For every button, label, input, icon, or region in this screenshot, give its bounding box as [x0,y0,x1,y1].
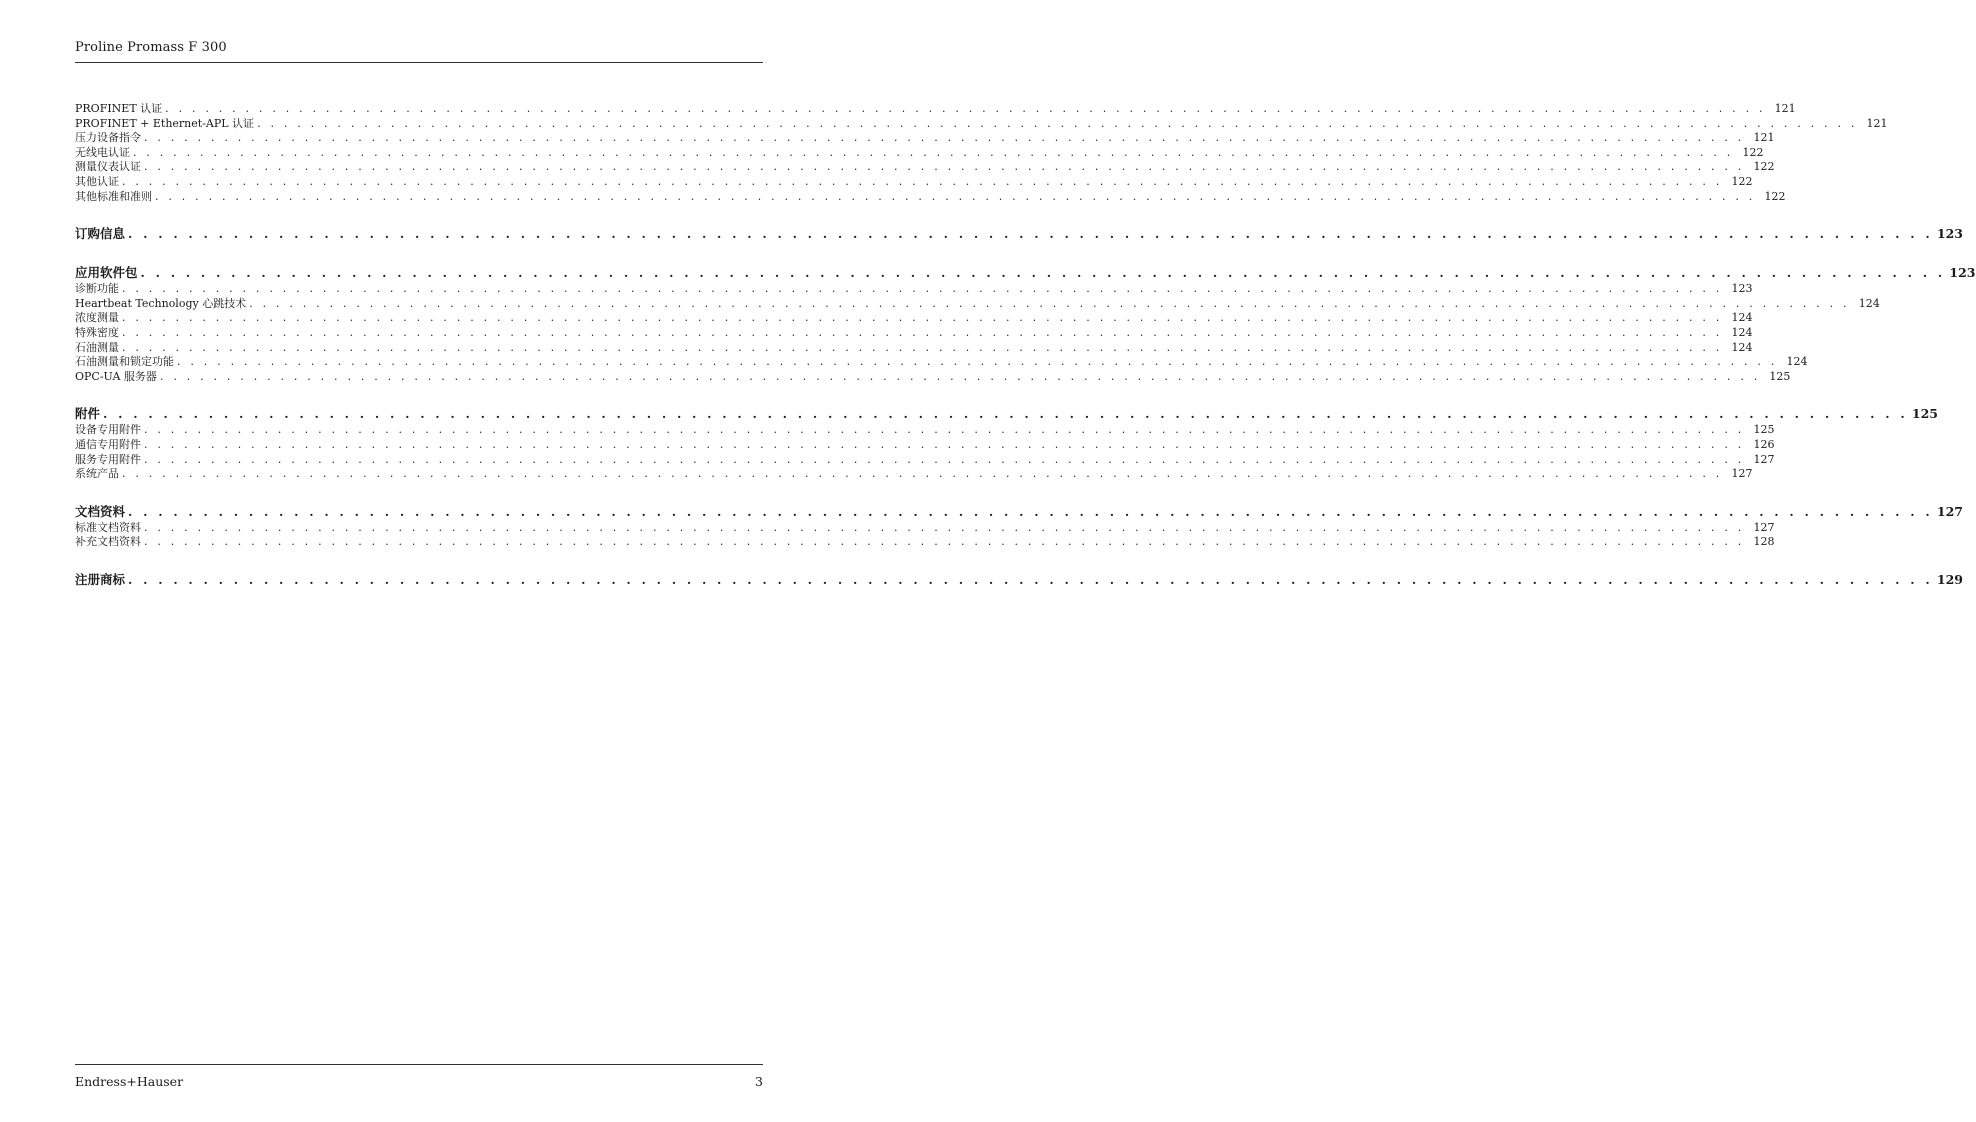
toc-entry[interactable] [75,437,1775,453]
toc-dot-leader: . . . . . . . . . . . . . . . . . . . . . . . . . . . . . . . . . . . . . . . . . . . . . . . . . . . . . . . . . . . . . . . . . . . . . . . . . . . . . . . . . . . . . . . . . . . . . . . . . . . . . . . . . . . . . . . . . . . . . . . . [165,102,1766,115]
toc-heading-entry[interactable] [75,225,1963,243]
toc-entry-page-number: 123 [1949,265,1976,281]
footer-page-number: 3 [755,1074,763,1089]
toc-entry[interactable] [75,116,1888,132]
toc-dot-leader: . . . . . . . . . . . . . . . . . . . . . . . . . . . . . . . . . . . . . . . . . . . . . . . . . . . . . . . . . . . . . . . . . . . . . . . . . . . . . . . . . . . . . . . . . . . . . . . . . . . . . . . . . . . . . . . . . . . . . . . . [128,503,1933,519]
toc-entry[interactable] [75,340,1753,356]
toc-dot-leader: . . . . . . . . . . . . . . . . . . . . . . . . . . . . . . . . . . . . . . . . . . . . . . . . . . . . . . . . . . . . . . . . . . . . . . . . . . . . . . . . . . . . . . . . . . . . . . . . . . . . . . . . . . . . . . . . . . . . . . . . [122,325,1723,339]
toc-entry[interactable] [75,467,1753,482]
document-header-title: Proline Promass F 300 [75,40,227,55]
toc-entry-page-number: 127 [1731,467,1753,481]
toc-heading-entry[interactable] [75,571,1963,589]
toc-dot-leader: . . . . . . . . . . . . . . . . . . . . . . . . . . . . . . . . . . . . . . . . . . . . . . . . . . . . . . . . . . . . . . . . . . . . . . . . . . . . . . . . . . . . . . . . . . . . . . . . . . . . . . . . . . . . . . . . . . . . . . . . [122,174,1723,188]
toc-entry-page-number: 127 [1753,520,1775,534]
toc-dot-leader: . . . . . . . . . . . . . . . . . . . . . . . . . . . . . . . . . . . . . . . . . . . . . . . . . . . . . . . . . . . . . . . . . . . . . . . . . . . . . . . . . . . . . . . . . . . . . . . . . . . . . . . . . . . . . . . . . . . . . . . . [159,369,1761,383]
toc-entry-page-number: 122 [1742,145,1764,159]
toc-entry-label: 压力设备指令 [75,131,141,145]
toc-group [75,571,1963,589]
toc-entry-label: 测量仪表认证 [75,160,141,174]
toc-entry-page-number: 124 [1731,340,1753,354]
toc-group [75,225,1963,243]
toc-dot-leader: . . . . . . . . . . . . . . . . . . . . . . . . . . . . . . . . . . . . . . . . . . . . . . . . . . . . . . . . . . . . . . . . . . . . . . . . . . . . . . . . . . . . . . . . . . . . . . . . . . . . . . . . . . . . . . . . . . . . . . . . [128,226,1933,242]
toc-entry[interactable] [75,102,1796,117]
toc-entry-label: 标准文档资料 [75,520,141,534]
toc-entry-page-number: 124 [1786,355,1808,369]
toc-entry-page-number: 125 [1769,369,1791,383]
toc-dot-leader: . . . . . . . . . . . . . . . . . . . . . . . . . . . . . . . . . . . . . . . . . . . . . . . . . . . . . . . . . . . . . . . . . . . . . . . . . . . . . . . . . . . . . . . . . . . . . . . . . . . . . . . . . . . . . . . . . . . . . . . . [155,189,1756,203]
toc-dot-leader: . . . . . . . . . . . . . . . . . . . . . . . . . . . . . . . . . . . . . . . . . . . . . . . . . . . . . . . . . . . . . . . . . . . . . . . . . . . . . . . . . . . . . . . . . . . . . . . . . . . . . . . . . . . . . . . . . . . . . . . . [144,520,1745,534]
toc-entry-label: 注册商标 [75,571,126,587]
toc-entry-page-number: 129 [1936,571,1963,587]
toc-entry-label: 通信专用附件 [75,437,141,451]
toc-group [75,405,1938,481]
toc-dot-leader: . . . . . . . . . . . . . . . . . . . . . . . . . . . . . . . . . . . . . . . . . . . . . . . . . . . . . . . . . . . . . . . . . . . . . . . . . . . . . . . . . . . . . . . . . . . . . . . . . . . . . . . . . . . . . . . . . . . . . . . . [249,296,1850,310]
toc-entry-page-number: 127 [1936,503,1963,519]
toc-entry-page-number: 127 [1753,452,1775,466]
toc-entry[interactable] [75,174,1753,190]
toc-heading-entry[interactable] [75,405,1938,423]
toc-dot-leader: . . . . . . . . . . . . . . . . . . . . . . . . . . . . . . . . . . . . . . . . . . . . . . . . . . . . . . . . . . . . . . . . . . . . . . . . . . . . . . . . . . . . . . . . . . . . . . . . . . . . . . . . . . . . . . . . . . . . . . . . [144,437,1745,451]
toc-entry-page-number: 123 [1936,226,1963,242]
toc-dot-leader: . . . . . . . . . . . . . . . . . . . . . . . . . . . . . . . . . . . . . . . . . . . . . . . . . . . . . . . . . . . . . . . . . . . . . . . . . . . . . . . . . . . . . . . . . . . . . . . . . . . . . . . . . . . . . . . . . . . . . . . . [133,145,1734,159]
toc-entry-label: 其他标准和准则 [75,189,152,203]
toc-entry[interactable] [75,355,1808,370]
toc-entry-page-number: 125 [1911,406,1938,422]
toc-entry-label: 系统产品 [75,467,119,481]
toc-entry-page-number: 124 [1731,311,1753,325]
toc-entry-page-number: 122 [1753,160,1775,174]
toc-dot-leader: . . . . . . . . . . . . . . . . . . . . . . . . . . . . . . . . . . . . . . . . . . . . . . . . . . . . . . . . . . . . . . . . . . . . . . . . . . . . . . . . . . . . . . . . . . . . . . . . . . . . . . . . . . . . . . . . . . . . . . . . [144,160,1745,174]
toc-entry-page-number: 124 [1731,325,1753,339]
toc-entry-page-number: 126 [1753,437,1775,451]
toc-entry-page-number: 122 [1731,174,1753,188]
toc-dot-leader: . . . . . . . . . . . . . . . . . . . . . . . . . . . . . . . . . . . . . . . . . . . . . . . . . . . . . . . . . . . . . . . . . . . . . . . . . . . . . . . . . . . . . . . . . . . . . . . . . . . . . . . . . . . . . . . . . . . . . . . . [144,452,1745,466]
toc-entry[interactable] [75,452,1775,468]
toc-entry-page-number: 122 [1764,189,1786,203]
toc-entry-label: 订购信息 [75,226,126,242]
toc-dot-leader: . . . . . . . . . . . . . . . . . . . . . . . . . . . . . . . . . . . . . . . . . . . . . . . . . . . . . . . . . . . . . . . . . . . . . . . . . . . . . . . . . . . . . . . . . . . . . . . . . . . . . . . . . . . . . . . . . . . . . . . . [144,423,1745,437]
table-of-contents [75,102,1976,610]
toc-entry-label: 设备专用附件 [75,423,141,437]
toc-entry-page-number: 121 [1753,131,1775,145]
toc-entry-label: PROFINET 认证 [75,102,163,115]
toc-entry-label: 其他认证 [75,174,119,188]
toc-entry-label: 特殊密度 [75,325,119,339]
toc-dot-leader: . . . . . . . . . . . . . . . . . . . . . . . . . . . . . . . . . . . . . . . . . . . . . . . . . . . . . . . . . . . . . . . . . . . . . . . . . . . . . . . . . . . . . . . . . . . . . . . . . . . . . . . . . . . . . . . . . . . . . . . . [122,467,1723,481]
toc-group [75,503,1963,550]
toc-dot-leader: . . . . . . . . . . . . . . . . . . . . . . . . . . . . . . . . . . . . . . . . . . . . . . . . . . . . . . . . . . . . . . . . . . . . . . . . . . . . . . . . . . . . . . . . . . . . . . . . . . . . . . . . . . . . . . . . . . . . . . . . [144,131,1745,145]
toc-entry-label: 无线电认证 [75,145,130,159]
footer-divider [75,1064,763,1065]
toc-entry-label: 应用软件包 [75,265,138,281]
toc-entry[interactable] [75,189,1786,205]
toc-entry-page-number: 123 [1731,282,1753,296]
toc-dot-leader: . . . . . . . . . . . . . . . . . . . . . . . . . . . . . . . . . . . . . . . . . . . . . . . . . . . . . . . . . . . . . . . . . . . . . . . . . . . . . . . . . . . . . . . . . . . . . . . . . . . . . . . . . . . . . . . . . . . . . . . . [122,340,1723,354]
toc-entry[interactable] [75,369,1791,385]
toc-dot-leader: . . . . . . . . . . . . . . . . . . . . . . . . . . . . . . . . . . . . . . . . . . . . . . . . . . . . . . . . . . . . . . . . . . . . . . . . . . . . . . . . . . . . . . . . . . . . . . . . . . . . . . . . . . . . . . . . . . . . . . . . [128,571,1933,587]
toc-group [75,102,1888,204]
toc-entry-page-number: 125 [1753,423,1775,437]
toc-entry-label: 附件 [75,406,101,422]
toc-entry-page-number: 121 [1774,102,1796,115]
toc-entry-label: 补充文档资料 [75,535,141,549]
header-divider [75,62,763,63]
toc-entry[interactable] [75,160,1775,175]
toc-entry[interactable] [75,145,1764,161]
toc-group [75,264,1976,384]
toc-entry-label: 浓度测量 [75,311,119,325]
toc-entry[interactable] [75,520,1775,536]
toc-entry-label: OPC-UA 服务器 [75,369,157,383]
toc-entry[interactable] [75,131,1775,146]
toc-entry-page-number: 121 [1866,116,1888,130]
toc-dot-leader: . . . . . . . . . . . . . . . . . . . . . . . . . . . . . . . . . . . . . . . . . . . . . . . . . . . . . . . . . . . . . . . . . . . . . . . . . . . . . . . . . . . . . . . . . . . . . . . . . . . . . . . . . . . . . . . . . . . . . . . . [257,116,1858,130]
toc-entry-page-number: 124 [1858,296,1880,310]
toc-entry-label: 文档资料 [75,503,126,519]
toc-entry-label: 石油测量 [75,340,119,354]
toc-dot-leader: . . . . . . . . . . . . . . . . . . . . . . . . . . . . . . . . . . . . . . . . . . . . . . . . . . . . . . . . . . . . . . . . . . . . . . . . . . . . . . . . . . . . . . . . . . . . . . . . . . . . . . . . . . . . . . . . . . . . . . . . [177,355,1778,369]
toc-dot-leader: . . . . . . . . . . . . . . . . . . . . . . . . . . . . . . . . . . . . . . . . . . . . . . . . . . . . . . . . . . . . . . . . . . . . . . . . . . . . . . . . . . . . . . . . . . . . . . . . . . . . . . . . . . . . . . . . . . . . . . . . [140,265,1946,281]
toc-entry-label: 诊断功能 [75,282,119,296]
toc-entry[interactable] [75,535,1775,550]
toc-dot-leader: . . . . . . . . . . . . . . . . . . . . . . . . . . . . . . . . . . . . . . . . . . . . . . . . . . . . . . . . . . . . . . . . . . . . . . . . . . . . . . . . . . . . . . . . . . . . . . . . . . . . . . . . . . . . . . . . . . . . . . . . [103,406,1908,422]
toc-entry[interactable] [75,423,1775,438]
toc-dot-leader: . . . . . . . . . . . . . . . . . . . . . . . . . . . . . . . . . . . . . . . . . . . . . . . . . . . . . . . . . . . . . . . . . . . . . . . . . . . . . . . . . . . . . . . . . . . . . . . . . . . . . . . . . . . . . . . . . . . . . . . . [122,282,1723,296]
toc-entry[interactable] [75,311,1753,326]
toc-entry-label: PROFINET + Ethernet-APL 认证 [75,116,255,130]
toc-entry[interactable] [75,282,1753,297]
toc-entry-label: 服务专用附件 [75,452,141,466]
toc-entry[interactable] [75,296,1880,312]
footer-brand: Endress+Hauser [75,1074,184,1089]
toc-dot-leader: . . . . . . . . . . . . . . . . . . . . . . . . . . . . . . . . . . . . . . . . . . . . . . . . . . . . . . . . . . . . . . . . . . . . . . . . . . . . . . . . . . . . . . . . . . . . . . . . . . . . . . . . . . . . . . . . . . . . . . . . [122,311,1723,325]
toc-entry-label: 石油测量和锁定功能 [75,355,174,369]
toc-entry-label: Heartbeat Technology 心跳技术 [75,296,247,310]
toc-heading-entry[interactable] [75,503,1963,521]
toc-entry-page-number: 128 [1753,535,1775,549]
toc-heading-entry[interactable] [75,264,1976,282]
toc-dot-leader: . . . . . . . . . . . . . . . . . . . . . . . . . . . . . . . . . . . . . . . . . . . . . . . . . . . . . . . . . . . . . . . . . . . . . . . . . . . . . . . . . . . . . . . . . . . . . . . . . . . . . . . . . . . . . . . . . . . . . . . . [144,535,1745,549]
toc-entry[interactable] [75,325,1753,341]
